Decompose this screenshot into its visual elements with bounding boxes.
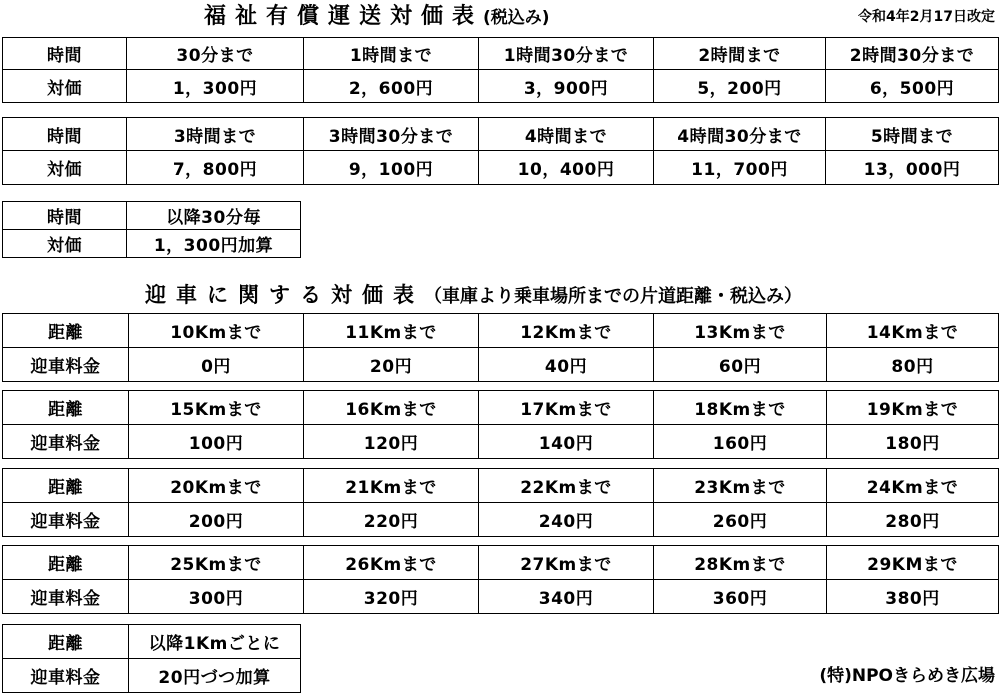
fee-label: 迎車料金 [3,348,129,382]
distance-limit-cell: 18Kmまで [654,391,827,425]
fee-cell: 80円 [827,348,999,382]
fee-cell: 20円づつ加算 [129,659,301,693]
fee-cell: 260円 [654,503,827,537]
distance-limit-cell: 26Kmまで [304,546,479,580]
distance-limit-cell: 17Kmまで [479,391,654,425]
fee-cell: 20円 [304,348,479,382]
distance-limit-cell: 12Kmまで [479,314,654,348]
pickup-table-5 [2,624,301,693]
distance-limit-cell: 13Kmまで [654,314,827,348]
fee-label: 迎車料金 [3,659,129,693]
time-limit-cell: 1時間30分まで [479,38,654,70]
fare-table-3 [2,201,301,258]
distance-limit-cell: 14Kmまで [827,314,999,348]
distance-limit-cell: 19Kmまで [827,391,999,425]
price-cell: 7，800円 [127,151,304,185]
fee-cell: 120円 [304,425,479,459]
distance-limit-cell: 15Kmまで [129,391,304,425]
pickup-table-3 [2,468,999,537]
price-cell: 2，600円 [304,70,479,103]
fee-cell: 60円 [654,348,827,382]
distance-limit-cell: 22Kmまで [479,469,654,503]
pickup-table-2 [2,390,999,459]
fee-label: 迎車料金 [3,425,129,459]
distance-limit-cell: 25Kmまで [129,546,304,580]
distance-limit-cell: 11Kmまで [304,314,479,348]
distance-limit-cell: 20Kmまで [129,469,304,503]
distance-limit-cell: 21Kmまで [304,469,479,503]
page-title-main: 福祉有償運送対価表 [204,4,484,29]
distance-label: 距離 [3,314,129,348]
price-label: 対価 [3,230,127,258]
time-limit-cell: 1時間まで [304,38,479,70]
price-cell: 10，400円 [479,151,654,185]
time-label: 時間 [3,202,127,230]
fee-cell: 160円 [654,425,827,459]
distance-limit-cell: 10Kmまで [129,314,304,348]
fee-cell: 320円 [304,580,479,614]
fee-cell: 360円 [654,580,827,614]
time-limit-cell: 3時間30分まで [304,118,479,151]
pickup-heading-main: 迎車に関する対価表 [145,283,424,307]
revision-date: 令和4年2月17日改定 [858,9,995,25]
price-label: 対価 [3,151,127,185]
price-cell: 13，000円 [826,151,999,185]
time-limit-cell: 2時間30分まで [826,38,999,70]
time-limit-cell: 5時間まで [826,118,999,151]
time-label: 時間 [3,38,127,70]
time-label: 時間 [3,118,127,151]
pickup-heading-note: （車庫より乗車場所までの片道距離・税込み） [424,286,802,307]
fee-cell: 40円 [479,348,654,382]
price-cell: 5，200円 [654,70,826,103]
distance-limit-cell: 16Kmまで [304,391,479,425]
fee-cell: 300円 [129,580,304,614]
distance-limit-cell: 以降1Kmごとに [129,625,301,659]
price-cell: 11，700円 [654,151,826,185]
price-cell: 9，100円 [304,151,479,185]
fee-cell: 340円 [479,580,654,614]
time-limit-cell: 2時間まで [654,38,826,70]
fee-cell: 140円 [479,425,654,459]
fee-label: 迎車料金 [3,503,129,537]
fee-cell: 380円 [827,580,999,614]
price-label: 対価 [3,70,127,103]
distance-label: 距離 [3,469,129,503]
distance-label: 距離 [3,391,129,425]
distance-limit-cell: 23Kmまで [654,469,827,503]
page-title [204,3,550,32]
price-cell: 6，500円 [826,70,999,103]
time-limit-cell: 30分まで [127,38,304,70]
fee-cell: 100円 [129,425,304,459]
distance-limit-cell: 24Kmまで [827,469,999,503]
pickup-heading [145,281,802,311]
time-limit-cell: 4時間まで [479,118,654,151]
pickup-table-1 [2,313,999,382]
distance-limit-cell: 27Kmまで [479,546,654,580]
price-cell: 1，300円加算 [127,230,301,258]
distance-limit-cell: 29KMまで [827,546,999,580]
price-cell: 1，300円 [127,70,304,103]
fee-cell: 220円 [304,503,479,537]
fee-cell: 240円 [479,503,654,537]
distance-label: 距離 [3,546,129,580]
fee-cell: 180円 [827,425,999,459]
fee-cell: 280円 [827,503,999,537]
price-cell: 3，900円 [479,70,654,103]
pickup-table-4 [2,545,999,614]
distance-limit-cell: 28Kmまで [654,546,827,580]
page-title-note: (税込み) [483,8,550,28]
fare-table-1 [2,37,999,103]
distance-label: 距離 [3,625,129,659]
time-limit-cell: 4時間30分まで [654,118,826,151]
time-limit-cell: 以降30分毎 [127,202,301,230]
fare-table-2 [2,117,999,185]
time-limit-cell: 3時間まで [127,118,304,151]
fee-cell: 200円 [129,503,304,537]
organization-name: (特)NPOきらめき広場 [819,666,995,686]
fee-label: 迎車料金 [3,580,129,614]
fee-cell: 0円 [129,348,304,382]
